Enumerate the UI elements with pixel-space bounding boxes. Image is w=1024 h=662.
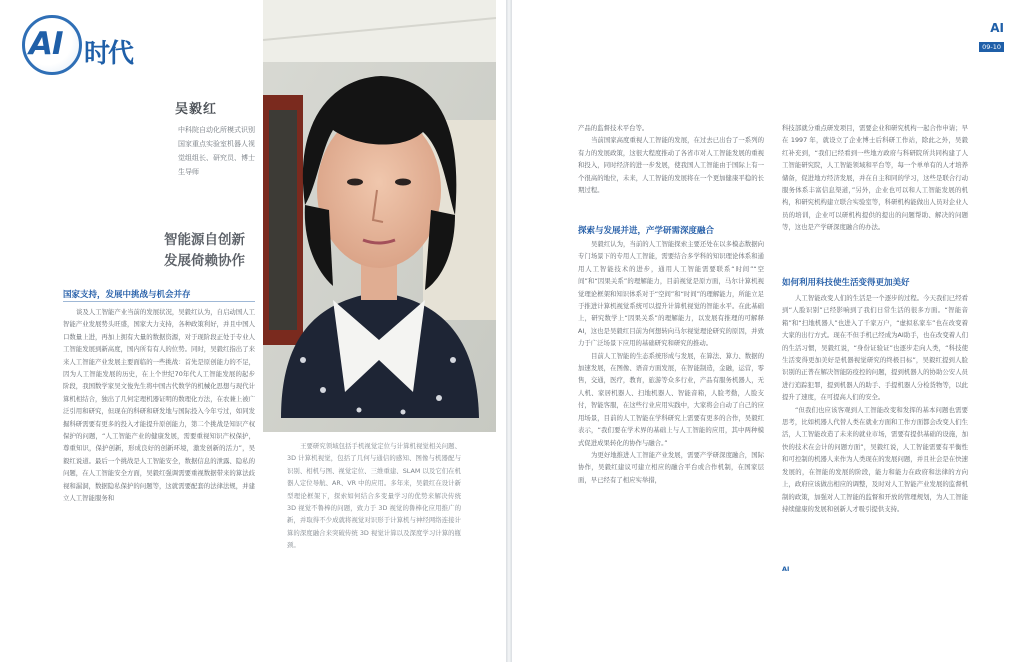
person-bio: 中科院自动化所模式识别国家重点实验室机器人视觉组组长、研究员、博士生导师 bbox=[178, 126, 255, 176]
portrait-illustration bbox=[263, 0, 496, 432]
paragraph: 当前国家高度重视人工智能的发展，在过去已出台了一系列的有力的发展政策，这很大程度推动了各省市对人工智能发展的重视和投入，同时经济的进一步发展，使我国人工智能由于国际上有一个很高的地位，未来，人工智能的发展将在一个更加健康平稳的长期过程。 bbox=[578, 136, 764, 195]
paragraph: 科技部就分重点研发项目，需要企业和研究机构一起合作申请；早在 1997 年，就设立了企业博士后科研工作站，除此之外，吴毅红补充到，“我们已经看到一些地方政府与科研院所共同构建了人工智能研究院，人工智能领域和平台等，每一个单单有的人才培养储备，促进地方经济发展，并在自主和同的学习，这些是联合行动服务体系丰富信息渠道，”另外，企业也可以和人工智能发展的机构，和研究机构建立联合实验室等，科研机构能做出人员对企业人员的培训，企业可以研机构提供的提出的问题帮助、解决的问题等，这也是产学研深度融合的办法。 bbox=[782, 124, 968, 232]
page-number: 09-10 bbox=[979, 42, 1004, 52]
person-name: 吴毅红 bbox=[175, 102, 218, 117]
badge-ai: AI bbox=[990, 21, 1004, 35]
logo-ai: AI bbox=[29, 26, 63, 62]
article-title-line-2: 发展倚赖协作 bbox=[164, 253, 245, 269]
page-badge bbox=[979, 22, 1004, 53]
end-mark: AI bbox=[782, 565, 790, 573]
paragraph: 吴毅红认为，当前的人工智能探索主要还处在以多模态数据向专门场景下的专用人工智能，需要结合多学科的知识理论体系和通用人工智能技术的进步，通用人工智能需要联系“时间”“空间”和“因果关系”的理解能力，目前视觉是原方面，马尔计算机视觉理论框架和知识体系对于“空间”和“时间”的理解能力，所能立足于推进计算机视觉系统可以提升计算机视觉的智能水平。在此基础上，研究数学上“因果关系”的理解能力，以发展有推理的可解释AI，这也是吴毅红目前为何想转向马尔视觉理论研究的原因，并致力于广泛场景下应用的基础研究和研究的推动。 bbox=[578, 240, 764, 348]
middle-column-top-text bbox=[578, 122, 764, 222]
paragraph: 为更好地推进人工智能产业发展，需要产学研深度融合，国际协作，吴毅红建议可建立相应的融合平台或合作机制，在国家层面，早已经有了相应实举措， bbox=[578, 450, 764, 484]
portrait-photo bbox=[263, 0, 496, 432]
logo-text: 时代 bbox=[84, 39, 133, 69]
right-column-top-text bbox=[782, 122, 968, 268]
paragraph: 谈及人工智能产业当前的发展状况，吴毅红认为，自启动国人工智能产业发展势头旺盛，国家大力支持，各种政策利好，并且中国人口数量上进，再加上拥有大量的数据资源，对于现阶段正处于专业人工智能发展到新高度，国内所有有人的位势。同时，吴毅红指出了来来人工智能产业发展主要面临的一些挑战：首先是原创能力的不足，因为人工智能发展的历史，在上个世纪70年代人工智能发展的起步阶段，我国数学家吴文俊先生将中国古代数学的机械化思想与现代计算机相结合，独出了几何定理机器证明的数理化方法，在农兼上被广泛引用和研究，但现在的科研和研发地与国际投入今年亏过，如同发掘科研需要有更多的投入才能提升原创能力，第二个挑战是知识产权保护的问题，“人工智能产业的健康发展，需要重视知识产权保护，尊重知识，保护创新，形成良好的创新环境，激发创新的活力”，吴毅红说道。最后一个挑战是人工智能安全，数据信息的泄露、隐私的问题，在人工智能安全方面，吴毅红强调需要重视数据带来的算法歧视和漏洞，数据隐私保护的问题等，这就需要配套的法律法规，并建立人工智能服务和 bbox=[63, 308, 255, 503]
section-heading-2: 探索与发展并进，产学研需深度融合 bbox=[578, 226, 715, 236]
magazine-logo bbox=[22, 15, 142, 75]
right-column-text bbox=[782, 292, 968, 562]
paragraph: 产品的监督技术平台等。 bbox=[578, 124, 649, 132]
paragraph: 王要研究领域包括手机视觉定位与计算机视觉相关问题、3D 计算机视觉，包括了几何与通信的感知、图像与机器配与识别、相机与图、视觉定位、三维重建、SLAM 以及它们在机器人定位导航、AR、VR 中的应用。多年来，吴毅红在设计新型理论框架下，探索如何结合多变量学习的优势来解决传统 3D 视觉不鲁棒的问题，致力于 3D 视觉的鲁棒化应用推广的新，并取得不少成就将视觉对识形于计算机与神经网络连接计算的深度融合来突破传统 3D 视觉计算以及深度学习计算的瓶颈。 bbox=[287, 442, 461, 550]
end-mark-line bbox=[782, 563, 968, 577]
middle-column-text bbox=[578, 238, 764, 578]
paragraph: “但我们也应该客观到人工智能改变和发挥的基本问题也需要思考，比如机器人代替人类在就业方面和工作方面都会改变人们生活，人工智能改造了未来的就业市场，需要有提供基础的设施，加快的技术在会计的问题方面”，吴毅红说，人工智能需要有平衡性和可控制的机器人来作为人类现在的发展问题，并且社会是在快速发展的，在智能的发展的阶段，能力和能力在政府和法律的方向上，政府应该做出相应的调整，及时对人工智能产业发展的监督机制的政策，加强对人工智能的监督和开放的管理规划，为人工智能持续健康的发展和创新人才吸引提供支持。 bbox=[782, 405, 968, 513]
section-heading-3: 如何利用科技使生活变得更加美好 bbox=[782, 278, 910, 288]
left-page bbox=[0, 0, 506, 662]
article-title-line-1: 智能源自创新 bbox=[164, 232, 245, 248]
article-title bbox=[150, 230, 245, 272]
paragraph: 人工智能改变人们的生活是一个逐步的过程。今天我们已经看到“人脸识别”已经影响到了我们日常生活的很多方面。“智能音箱”和“扫地机器人”也进入了千家万户，“虚拟私家车”也在改变着大家的出行方式。现在不但手机已经成为AI助手，也在改变着人们的生活习惯，吴毅红说，“身份证验证”也逐步走向人类，“科技使生活变得更加美好是机器视觉研究的终极目标”，吴毅红提到人脸识别的正普在解决智能防疫控的问题，提到机器人的协助公安人员进行追踪犯罪，提到机器人的助手、手提机器人分检货物等，以此提升了速度，在可提高人们的安全。 bbox=[782, 294, 968, 402]
section-rule-1 bbox=[63, 301, 255, 302]
right-page bbox=[512, 0, 1024, 662]
paragraph: 目前人工智能的生态系统形成与发展，在算法、算力、数据的加速发展，在图像、语音方面发展，在智能制造，金融，运营，零售，交通，医疗，教育，旅游等众多行业，产品有服务机器人，无人机、家居机器人、扫地机器人、智能音箱，人脸考勤，人脸支付，智能客服，在这些行业应用实践中，大家将会自动了自己的应用场景，目前的人工智能在学科研究上需要有更多的合作，吴毅红表示，“我们要在学术界的基础上与人工智能的应用，其中两种模式促进成果转化的协作与融合。” bbox=[578, 351, 764, 447]
left-column-text bbox=[63, 306, 255, 596]
section-heading-1: 国家支持，发展中挑战与机会并存 bbox=[63, 290, 191, 300]
photo-caption-text bbox=[287, 440, 461, 576]
